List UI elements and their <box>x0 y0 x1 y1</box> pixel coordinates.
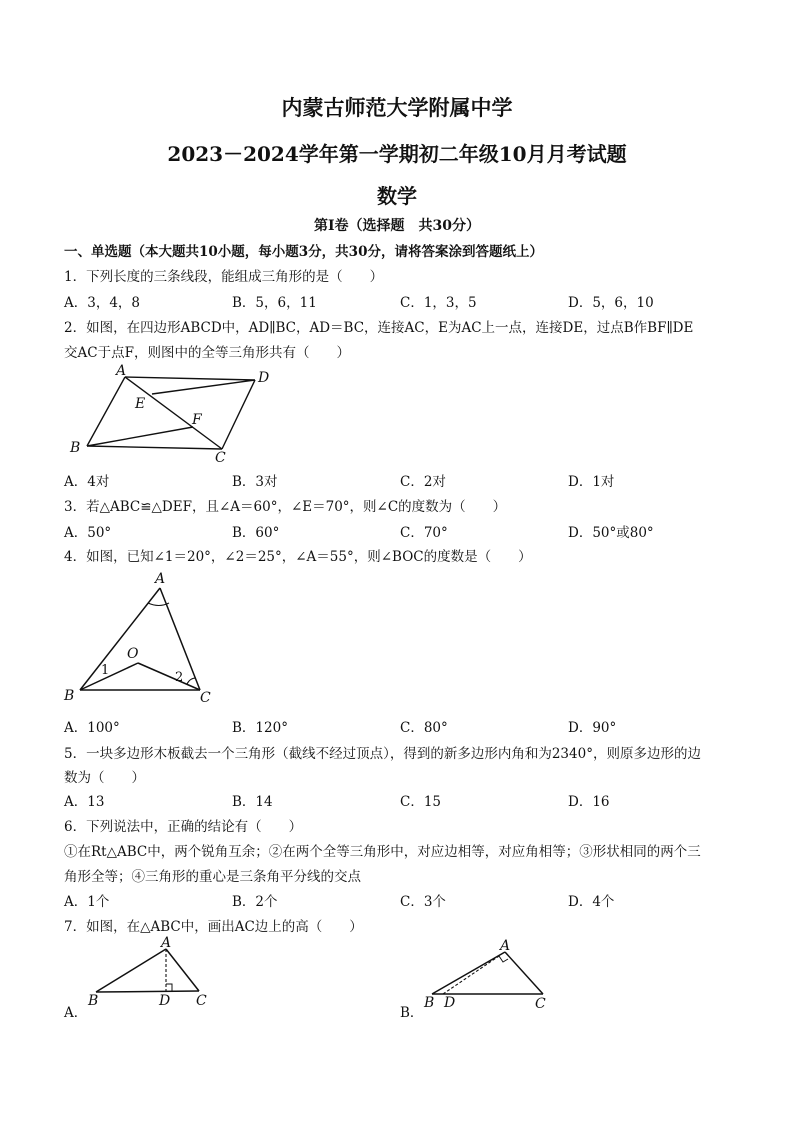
q1-option-a: A．3，4，8 <box>64 295 141 311</box>
question-7-stem: 7．如图，在△ABC中，画出AC边上的高（ ） <box>64 919 363 935</box>
q4-option-a: A．100° <box>64 720 120 736</box>
question-5-stem: 数为（ ） <box>64 770 145 786</box>
question-2-stem: 交AC于点F，则图中的全等三角形共有（ ） <box>64 345 350 361</box>
question-1-stem: 1．下列长度的三条线段，能组成三角形的是（ ） <box>64 269 384 285</box>
q5-option-c: C．15 <box>400 794 442 810</box>
q6-option-d: D．4个 <box>568 894 615 910</box>
question-6-stem: 6．下列说法中，正确的结论有（ ） <box>64 819 303 835</box>
q7a-label-b: B <box>88 993 99 1009</box>
subject-title: 数学 <box>377 184 417 208</box>
section-title: 一、单选题（本大题共10小题，每小题3分，共30分，请将答案涂到答题纸上） <box>64 244 543 260</box>
q3-option-d: D．50°或80° <box>568 525 654 541</box>
q2-label-f: F <box>192 412 202 428</box>
q1-option-b: B．5，6，11 <box>232 295 317 311</box>
q7b-label-a: A <box>500 938 511 954</box>
q4-triangle-figure <box>60 568 220 708</box>
q2-label-a: A <box>116 363 127 379</box>
exam-title: 2023－2024学年第一学期初二年级10月月考试题 <box>167 142 627 166</box>
q4-label-angle-2: 2 <box>175 670 184 685</box>
q5-option-a: A．13 <box>64 794 105 810</box>
q2-label-d: D <box>258 370 270 386</box>
q7-option-b: B． <box>400 1005 424 1021</box>
q2-option-d: D．1对 <box>568 474 615 490</box>
q6-option-a: A．1个 <box>64 894 110 910</box>
q3-option-a: A．50° <box>64 525 112 541</box>
q2-option-c: C．2对 <box>400 474 446 490</box>
question-5-stem: 5．一块多边形木板截去一个三角形（截线不经过顶点），得到的新多边形内角和为2340°，则原多边形的边 <box>64 746 701 762</box>
q4-label-b: B <box>64 688 75 704</box>
question-4-stem: 4．如图，已知∠1＝20°，∠2＝25°，∠A＝55°，则∠BOC的度数是（ ） <box>64 549 532 565</box>
q2-label-c: C <box>215 450 226 466</box>
q2-parallelogram-figure <box>60 362 290 466</box>
q2-option-b: B．3对 <box>232 474 278 490</box>
q7a-label-d: D <box>159 993 171 1009</box>
q2-option-a: A．4对 <box>64 474 110 490</box>
q7-figure-b <box>420 937 560 1017</box>
q4-label-o: O <box>127 646 139 662</box>
q5-option-d: D．16 <box>568 794 610 810</box>
question-2-stem: 2．如图，在四边形ABCD中，AD∥BC，AD＝BC，连接AC，E为AC上一点，连接DE，过点B作BF∥DE <box>64 320 694 336</box>
q7b-label-b: B <box>424 995 435 1011</box>
school-name: 内蒙古师范大学附属中学 <box>281 95 513 120</box>
q5-option-b: B．14 <box>232 794 273 810</box>
q3-option-b: B．60° <box>232 525 280 541</box>
q7b-label-d: D <box>444 995 456 1011</box>
q7a-label-c: C <box>196 993 207 1009</box>
question-6-stem: 角形全等；④三角形的重心是三条角平分线的交点 <box>64 869 361 885</box>
q7b-label-c: C <box>535 996 546 1012</box>
q4-option-d: D．90° <box>568 720 617 736</box>
q2-label-b: B <box>70 440 81 456</box>
question-6-stem: ①在Rt△ABC中，两个锐角互余；②在两个全等三角形中，对应边相等，对应角相等；③形状相同的两个三 <box>64 844 701 860</box>
q6-option-b: B．2个 <box>232 894 278 910</box>
q4-label-c: C <box>200 690 211 706</box>
q7a-label-a: A <box>161 935 172 951</box>
q2-label-e: E <box>135 396 146 412</box>
q7-option-a: A． <box>64 1005 88 1021</box>
q4-label-angle-1: 1 <box>101 663 110 678</box>
q6-option-c: C．3个 <box>400 894 446 910</box>
q1-option-c: C．1，3，5 <box>400 295 477 311</box>
question-3-stem: 3．若△ABC≌△DEF，且∠A＝60°，∠E＝70°，则∠C的度数为（ ） <box>64 499 507 515</box>
volume-title: 第Ⅰ卷（选择题 共30分） <box>313 218 481 234</box>
q4-label-a: A <box>155 571 166 587</box>
q4-option-c: C．80° <box>400 720 448 736</box>
q7-figure-a <box>84 935 224 1015</box>
q3-option-c: C．70° <box>400 525 448 541</box>
q1-option-d: D．5，6，10 <box>568 295 654 311</box>
q4-option-b: B．120° <box>232 720 288 736</box>
